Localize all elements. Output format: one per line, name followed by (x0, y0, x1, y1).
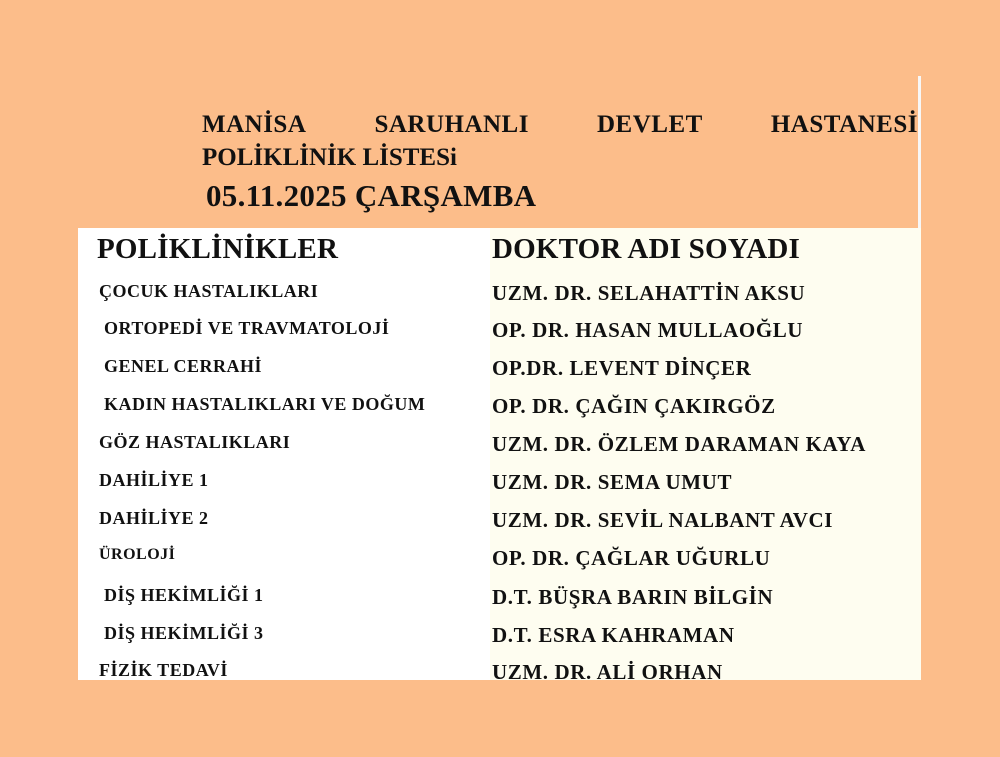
list-date: 05.11.2025 ÇARŞAMBA (206, 178, 537, 213)
doctor-name: OP.DR. LEVENT DİNÇER (492, 356, 752, 380)
clinic-name: ORTOPEDİ VE TRAVMATOLOJİ (104, 318, 390, 338)
clinic-name: ÜROLOJİ (99, 546, 176, 563)
table-row (78, 394, 921, 424)
table-row (78, 660, 921, 680)
title-word: DEVLET (597, 111, 703, 138)
clinic-table (78, 228, 921, 680)
doctor-name: OP. DR. ÇAĞIN ÇAKIRGÖZ (492, 394, 776, 418)
clinic-name: GENEL CERRAHİ (104, 356, 263, 376)
doctor-name: D.T. BÜŞRA BARIN BİLGİN (492, 585, 774, 609)
document-header (202, 108, 918, 174)
clinic-column-header: POLİKLİNİKLER (97, 233, 339, 265)
table-row (78, 281, 921, 311)
table-row (78, 432, 921, 462)
clinic-name: DİŞ HEKİMLİĞİ 1 (104, 585, 264, 605)
table-row (78, 318, 921, 348)
table-row (78, 546, 921, 576)
title-word: MANİSA (202, 111, 307, 138)
doctor-name: OP. DR. HASAN MULLAOĞLU (492, 318, 804, 342)
title-word: SARUHANLI (374, 111, 529, 138)
clinic-name: DAHİLİYE 2 (99, 508, 209, 528)
doctor-name: UZM. DR. ÖZLEM DARAMAN KAYA (492, 432, 866, 456)
table-row (78, 356, 921, 386)
clinic-name: GÖZ HASTALIKLARI (99, 432, 291, 452)
table-row (78, 508, 921, 538)
clinic-name: ÇOCUK HASTALIKLARI (99, 281, 319, 301)
doctor-name: OP. DR. ÇAĞLAR UĞURLU (492, 546, 771, 570)
list-subtitle: POLİKLİNİK LİSTESi (202, 144, 457, 171)
doctor-name: UZM. DR. SELAHATTİN AKSU (492, 281, 806, 305)
clinic-name: DAHİLİYE 1 (99, 470, 209, 490)
hospital-title (202, 108, 918, 141)
clinic-name: KADIN HASTALIKLARI VE DOĞUM (104, 394, 426, 414)
doctor-name: UZM. DR. SEMA UMUT (492, 470, 733, 494)
table-row (78, 470, 921, 500)
doctor-name: D.T. ESRA KAHRAMAN (492, 623, 735, 647)
clinic-name: FİZİK TEDAVİ (99, 660, 228, 680)
doctor-name: UZM. DR. SEVİL NALBANT AVCI (492, 508, 834, 532)
table-row (78, 623, 921, 653)
page-edge-line (918, 76, 921, 238)
table-row (78, 585, 921, 615)
doctor-name: UZM. DR. ALİ ORHAN (492, 660, 723, 680)
clinic-name: DİŞ HEKİMLİĞİ 3 (104, 623, 264, 643)
title-word: HASTANESİ (770, 111, 918, 138)
doctor-column-header: DOKTOR ADI SOYADI (492, 233, 800, 265)
